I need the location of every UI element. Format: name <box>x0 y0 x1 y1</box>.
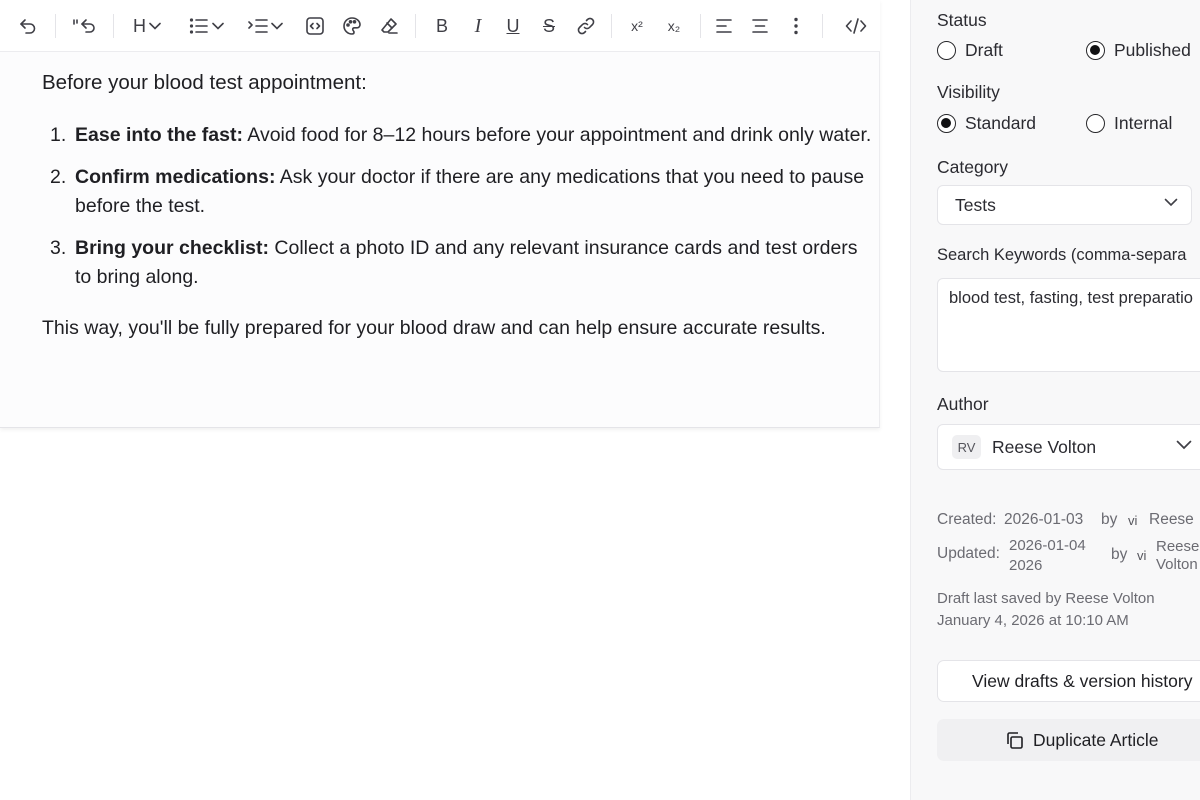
chevron-down-icon <box>1164 198 1178 207</box>
highlighter-icon[interactable] <box>377 13 401 39</box>
visibility-label: Visibility <box>937 82 1000 102</box>
radio-label: Internal <box>1114 113 1173 133</box>
toolbar-divider <box>822 14 823 38</box>
author-select[interactable] <box>937 424 1200 470</box>
list-item-title: Bring your checklist: <box>75 237 269 259</box>
editor-card <box>0 0 880 428</box>
radio-selected-icon <box>937 114 956 133</box>
radio-label: Draft <box>965 40 1003 60</box>
category-value: Tests <box>955 194 996 215</box>
list-item-text: Avoid food for 8–12 hours before your appointment and drink only water. <box>242 124 872 146</box>
chevron-down-icon <box>149 22 161 30</box>
radio-icon <box>1086 114 1105 133</box>
copy-icon <box>1005 731 1024 750</box>
updated-by: by <box>1111 546 1128 563</box>
radio-selected-icon <box>1086 41 1105 60</box>
bold-icon: B <box>435 15 448 36</box>
category-select[interactable] <box>937 185 1192 225</box>
toolbar-divider <box>415 14 416 38</box>
list-item <box>42 163 872 221</box>
chevron-down-icon <box>212 22 224 30</box>
bold-button[interactable] <box>431 13 453 39</box>
settings-sidebar <box>910 0 1200 800</box>
category-label: Category <box>937 157 1009 177</box>
redo-icon[interactable] <box>70 13 98 39</box>
palette-icon[interactable] <box>340 13 364 39</box>
source-code-icon[interactable] <box>843 13 869 39</box>
italic-button[interactable] <box>467 13 489 39</box>
list-item-text: Ask your doctor if there are any medications that you need to pause before the test. <box>75 166 865 217</box>
list-item <box>42 121 872 150</box>
bullet-list-icon <box>189 17 209 35</box>
duplicate-article-button[interactable] <box>937 719 1200 761</box>
updated-avatar: vi <box>1137 548 1147 563</box>
chevron-down-icon <box>1176 440 1192 450</box>
undo-icon[interactable] <box>16 13 40 39</box>
version-history-button[interactable] <box>937 660 1200 702</box>
author-name: Reese Volton <box>992 436 1097 457</box>
strikethrough-button[interactable] <box>538 13 560 39</box>
more-options-icon[interactable] <box>787 13 805 39</box>
status-radio-draft[interactable] <box>937 40 1003 61</box>
list-item-title: Ease into the fast: <box>75 124 243 146</box>
avatar: RV <box>952 435 981 459</box>
heading-icon: H <box>133 15 146 36</box>
created-prefix: Created: <box>937 511 997 528</box>
created-date: 2026-01-03 <box>1004 511 1084 528</box>
toolbar-divider <box>113 14 114 38</box>
link-icon[interactable] <box>574 13 598 39</box>
updated-date-line2: 2026 <box>1009 557 1043 574</box>
created-by: by <box>1101 511 1118 528</box>
list-item-title: Confirm medications: <box>75 166 276 188</box>
underline-icon: U <box>506 15 520 36</box>
updated-date-line1: 2026-01-04 <box>1009 537 1086 554</box>
keywords-textarea[interactable]: blood test, fasting, test preparatio <box>937 278 1200 372</box>
underline-button[interactable] <box>502 13 524 39</box>
steps-list <box>42 121 872 292</box>
radio-icon <box>937 41 956 60</box>
superscript-icon: x² <box>631 18 643 34</box>
radio-label: Published <box>1114 40 1191 60</box>
code-block-icon[interactable] <box>303 13 327 39</box>
superscript-button[interactable] <box>624 13 650 39</box>
strikethrough-icon: S <box>542 15 555 36</box>
created-avatar: vi <box>1128 513 1138 528</box>
article-content[interactable] <box>42 68 872 343</box>
editor-toolbar <box>0 0 880 52</box>
bullet-list-dropdown[interactable] <box>186 13 226 39</box>
align-left-icon[interactable] <box>713 13 735 39</box>
list-item-text: Collect a photo ID and any relevant insurance cards and test orders to bring along. <box>75 237 858 288</box>
indent-icon <box>248 17 268 35</box>
status-label: Status <box>937 10 987 30</box>
updated-prefix: Updated: <box>937 545 1000 562</box>
toolbar-divider <box>55 14 56 38</box>
visibility-radio-internal[interactable] <box>1086 113 1172 134</box>
list-number: 3. <box>50 237 67 259</box>
status-radio-published[interactable] <box>1086 40 1191 61</box>
subscript-button[interactable] <box>661 13 687 39</box>
heading-dropdown[interactable] <box>128 13 166 39</box>
draft-saved-line1: Draft last saved by Reese Volton <box>937 590 1155 607</box>
created-author: Reese <box>1149 511 1194 528</box>
version-history-label: View drafts & version history <box>972 670 1193 691</box>
radio-label: Standard <box>965 113 1037 133</box>
article-heading: Before your blood test appointment: <box>42 71 367 94</box>
list-item <box>42 234 872 292</box>
updated-author-line1: Reese <box>1156 538 1200 555</box>
visibility-radio-standard[interactable] <box>937 113 1036 134</box>
indent-dropdown[interactable] <box>245 13 285 39</box>
duplicate-article-label: Duplicate Article <box>1033 729 1159 750</box>
italic-icon: I <box>474 14 482 37</box>
toolbar-divider <box>611 14 612 38</box>
article-outro: This way, you'll be fully prepared for your blood draw and can help ensure accurate results. <box>42 317 826 339</box>
chevron-down-icon <box>271 22 283 30</box>
toolbar-divider <box>700 14 701 38</box>
draft-saved-line2: January 4, 2026 at 10:10 AM <box>937 612 1129 629</box>
subscript-icon: x₂ <box>667 18 681 34</box>
author-label: Author <box>937 394 989 414</box>
list-number: 2. <box>50 166 67 188</box>
list-number: 1. <box>50 124 67 146</box>
keywords-label: Search Keywords (comma-separa <box>937 246 1187 264</box>
align-center-icon[interactable] <box>749 13 771 39</box>
updated-author-line2: Volton <box>1156 556 1198 573</box>
